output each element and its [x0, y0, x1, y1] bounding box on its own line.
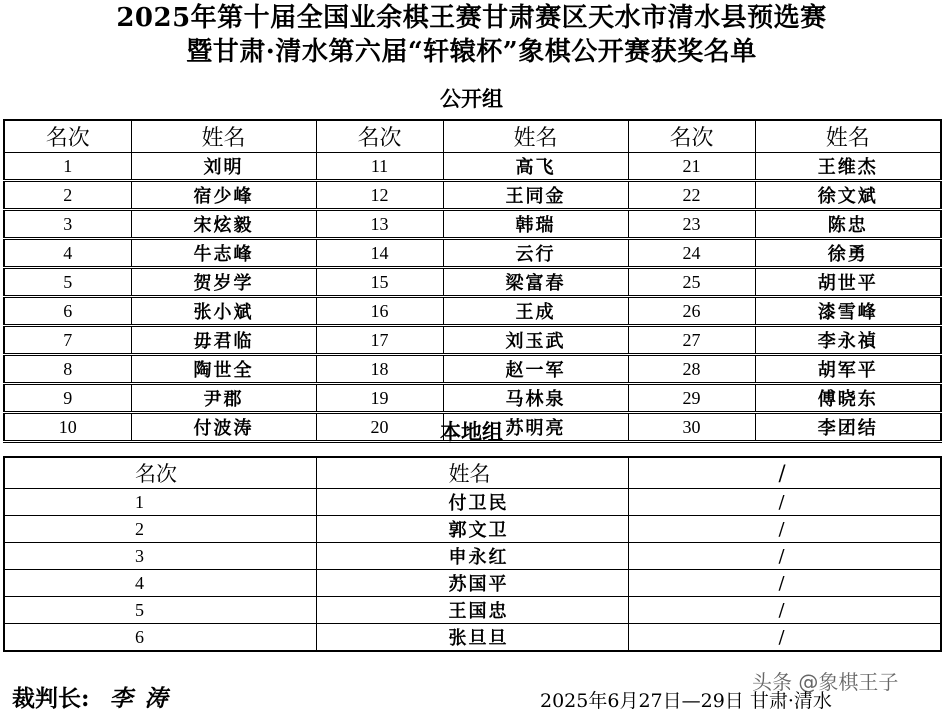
name-cell: 韩瑞 — [443, 210, 628, 239]
name-cell: 傅晓东 — [755, 384, 941, 413]
table-row — [4, 624, 941, 652]
slash-cell: / — [628, 597, 941, 624]
table-row — [4, 543, 941, 570]
rank-cell: 4 — [4, 570, 316, 597]
rank-cell: 1 — [4, 489, 316, 516]
title-line-2: 暨甘肃·清水第六届“轩辕杯”象棋公开赛获奖名单 — [186, 37, 757, 67]
header-name: 姓名 — [316, 457, 628, 489]
name-cell: 李团结 — [755, 413, 941, 442]
table-row — [4, 153, 941, 181]
name-cell: 王国忠 — [316, 597, 628, 624]
rank-cell: 8 — [4, 355, 131, 384]
rank-cell: 11 — [316, 153, 443, 181]
rank-cell: 13 — [316, 210, 443, 239]
name-cell: 赵一军 — [443, 355, 628, 384]
name-cell: 马林泉 — [443, 384, 628, 413]
referee-line — [12, 680, 180, 713]
name-cell: 苏明亮 — [443, 413, 628, 442]
name-cell: 胡军平 — [755, 355, 941, 384]
rank-cell: 5 — [4, 268, 131, 297]
rank-cell: 4 — [4, 239, 131, 268]
rank-cell: 22 — [628, 181, 755, 210]
table-header-row — [4, 120, 941, 153]
name-cell: 高飞 — [443, 153, 628, 181]
referee-name: 李涛 — [109, 685, 180, 712]
rank-cell: 2 — [4, 181, 131, 210]
rank-cell: 17 — [316, 326, 443, 355]
rank-cell: 10 — [4, 413, 131, 442]
open-group-title: 公开组 — [440, 86, 503, 111]
rank-cell: 2 — [4, 516, 316, 543]
slash-cell: / — [628, 516, 941, 543]
name-cell: 刘明 — [131, 153, 316, 181]
name-cell: 云行 — [443, 239, 628, 268]
header-name: 姓名 — [131, 120, 316, 153]
date-place: 2025年6月27日—29日 甘肃·清水 — [540, 690, 832, 712]
table-header-row — [4, 457, 941, 489]
name-cell: 付卫民 — [316, 489, 628, 516]
table-row — [4, 210, 941, 239]
name-cell: 宿少峰 — [131, 181, 316, 210]
header-name: 姓名 — [755, 120, 941, 153]
rank-cell: 26 — [628, 297, 755, 326]
rank-cell: 16 — [316, 297, 443, 326]
name-cell: 宋炫毅 — [131, 210, 316, 239]
name-cell: 郭文卫 — [316, 516, 628, 543]
rank-cell: 7 — [4, 326, 131, 355]
header-slash: / — [628, 457, 941, 489]
rank-cell: 9 — [4, 384, 131, 413]
name-cell: 张旦旦 — [316, 624, 628, 652]
name-cell: 徐文斌 — [755, 181, 941, 210]
title-line-1: 2025年第十届全国业余棋王赛甘肃赛区天水市清水县预选赛 — [116, 3, 827, 33]
rank-cell: 5 — [4, 597, 316, 624]
slash-cell: / — [628, 489, 941, 516]
header-rank: 名次 — [316, 120, 443, 153]
name-cell: 李永禎 — [755, 326, 941, 355]
rank-cell: 3 — [4, 210, 131, 239]
rank-cell: 18 — [316, 355, 443, 384]
name-cell: 苏国平 — [316, 570, 628, 597]
name-cell: 付波涛 — [131, 413, 316, 442]
name-cell: 漆雪峰 — [755, 297, 941, 326]
slash-cell: / — [628, 624, 941, 652]
table-row — [4, 239, 941, 268]
name-cell: 刘玉武 — [443, 326, 628, 355]
rank-cell: 20 — [316, 413, 443, 442]
table-row — [4, 597, 941, 624]
rank-cell: 3 — [4, 543, 316, 570]
rank-cell: 28 — [628, 355, 755, 384]
open-group-table — [3, 119, 942, 443]
table-row — [4, 355, 941, 384]
rank-cell: 29 — [628, 384, 755, 413]
slash-cell: / — [628, 570, 941, 597]
rank-cell: 25 — [628, 268, 755, 297]
table-row — [4, 181, 941, 210]
name-cell: 王成 — [443, 297, 628, 326]
rank-cell: 6 — [4, 297, 131, 326]
header-name: 姓名 — [443, 120, 628, 153]
table-row — [4, 326, 941, 355]
table-row — [4, 516, 941, 543]
table-row — [4, 570, 941, 597]
table-row — [4, 297, 941, 326]
local-group-table — [3, 456, 942, 652]
name-cell: 尹郡 — [131, 384, 316, 413]
local-group-title: 本地组 — [440, 419, 503, 444]
rank-cell: 27 — [628, 326, 755, 355]
name-cell: 张小斌 — [131, 297, 316, 326]
name-cell: 陶世全 — [131, 355, 316, 384]
header-rank: 名次 — [4, 457, 316, 489]
rank-cell: 30 — [628, 413, 755, 442]
table-row — [4, 384, 941, 413]
slash-cell: / — [628, 543, 941, 570]
name-cell: 陈忠 — [755, 210, 941, 239]
name-cell: 牛志峰 — [131, 239, 316, 268]
name-cell: 申永红 — [316, 543, 628, 570]
rank-cell: 19 — [316, 384, 443, 413]
table-row — [4, 489, 941, 516]
rank-cell: 24 — [628, 239, 755, 268]
name-cell: 王维杰 — [755, 153, 941, 181]
table-row — [4, 268, 941, 297]
name-cell: 徐勇 — [755, 239, 941, 268]
name-cell: 胡世平 — [755, 268, 941, 297]
rank-cell: 1 — [4, 153, 131, 181]
watermark: 头条 @象棋王子 — [752, 670, 899, 694]
rank-cell: 14 — [316, 239, 443, 268]
rank-cell: 6 — [4, 624, 316, 652]
rank-cell: 21 — [628, 153, 755, 181]
header-rank: 名次 — [4, 120, 131, 153]
name-cell: 王同金 — [443, 181, 628, 210]
rank-cell: 15 — [316, 268, 443, 297]
rank-cell: 23 — [628, 210, 755, 239]
rank-cell: 12 — [316, 181, 443, 210]
name-cell: 毋君临 — [131, 326, 316, 355]
header-rank: 名次 — [628, 120, 755, 153]
name-cell: 梁富春 — [443, 268, 628, 297]
referee-label: 裁判长: — [12, 685, 90, 712]
name-cell: 贺岁学 — [131, 268, 316, 297]
